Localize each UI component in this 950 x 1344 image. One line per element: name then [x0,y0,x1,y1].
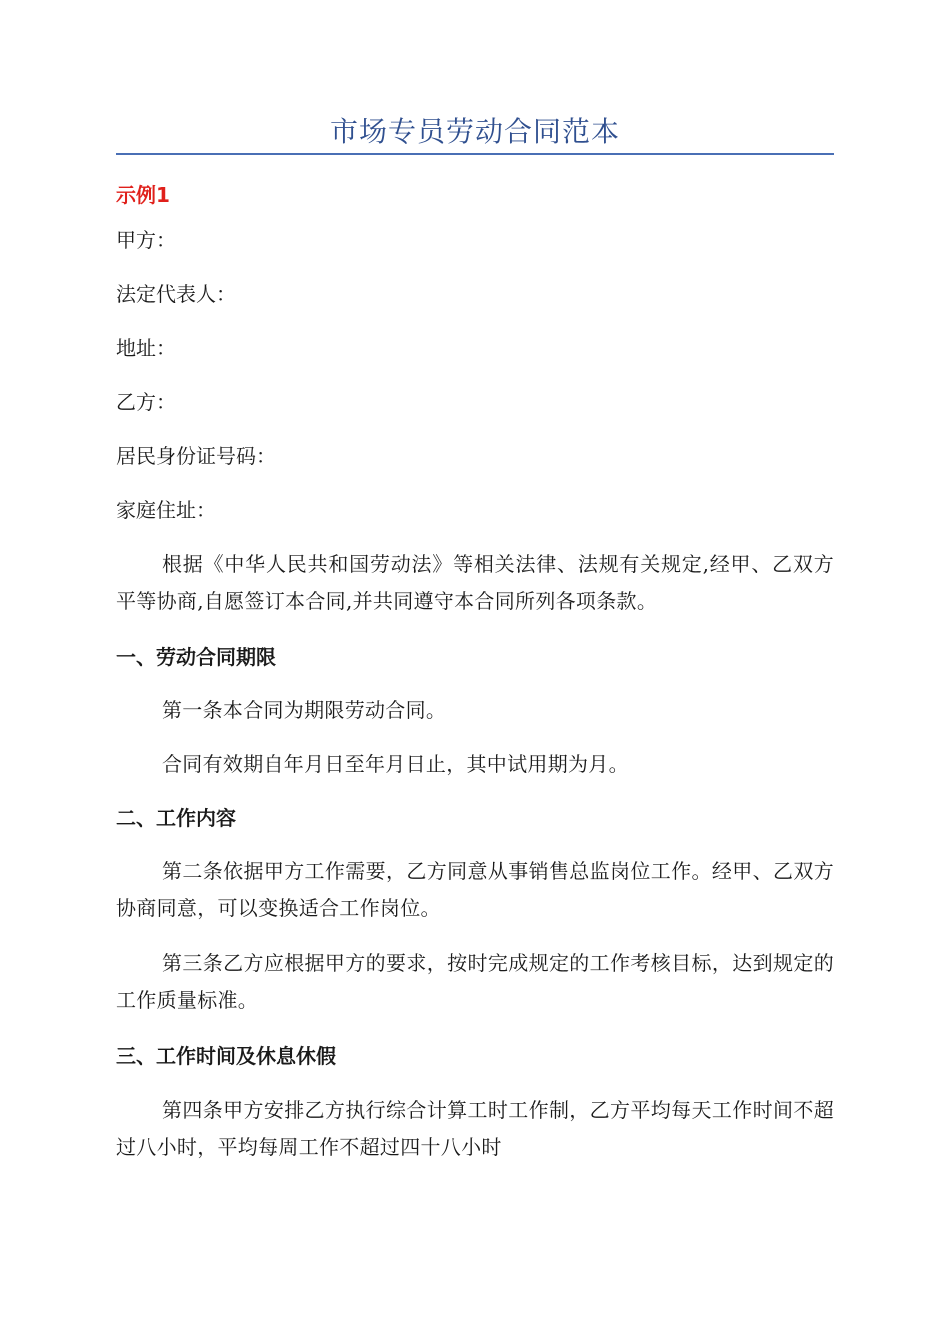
section-work-paragraph-2: 第三条乙方应根据甲方的要求，按时完成规定的工作考核目标，达到规定的工作质量标准。 [116,951,834,1012]
field-legal-rep: 法定代表人： [116,282,236,306]
section-heading-work-content: 二、工作内容 [116,806,236,830]
section-term-paragraph-2: 合同有效期自年月日至年月日止，其中试用期为月。 [162,752,629,776]
field-address: 地址： [116,336,176,360]
section-term-paragraph-1: 第一条本合同为期限劳动合同。 [162,698,447,722]
section-heading-hours: 三、工作时间及休息休假 [116,1044,336,1068]
field-party-a: 甲方： [116,228,176,252]
example-label: 示例1 [116,183,170,207]
section-hours-paragraph-1: 第四条甲方安排乙方执行综合计算工时工作制，乙方平均每天工作时间不超过八小时，平均每周工作不超过四十八小时 [116,1098,834,1159]
title-underline [116,153,834,155]
document-title: 市场专员劳动合同范本 [329,115,620,148]
section-work-paragraph-1: 第二条依据甲方工作需要，乙方同意从事销售总监岗位工作。经甲、乙双方协商同意，可以变换适合工作岗位。 [116,859,834,920]
field-home-address: 家庭住址： [116,498,216,522]
field-id-number: 居民身份证号码： [116,444,276,468]
preamble-paragraph: 根据《中华人民共和国劳动法》等相关法律、法规有关规定,经甲、乙双方平等协商,自愿签订本合同,并共同遵守本合同所列各项条款。 [116,552,834,613]
field-party-b: 乙方： [116,390,176,414]
section-heading-term: 一、劳动合同期限 [116,645,276,669]
